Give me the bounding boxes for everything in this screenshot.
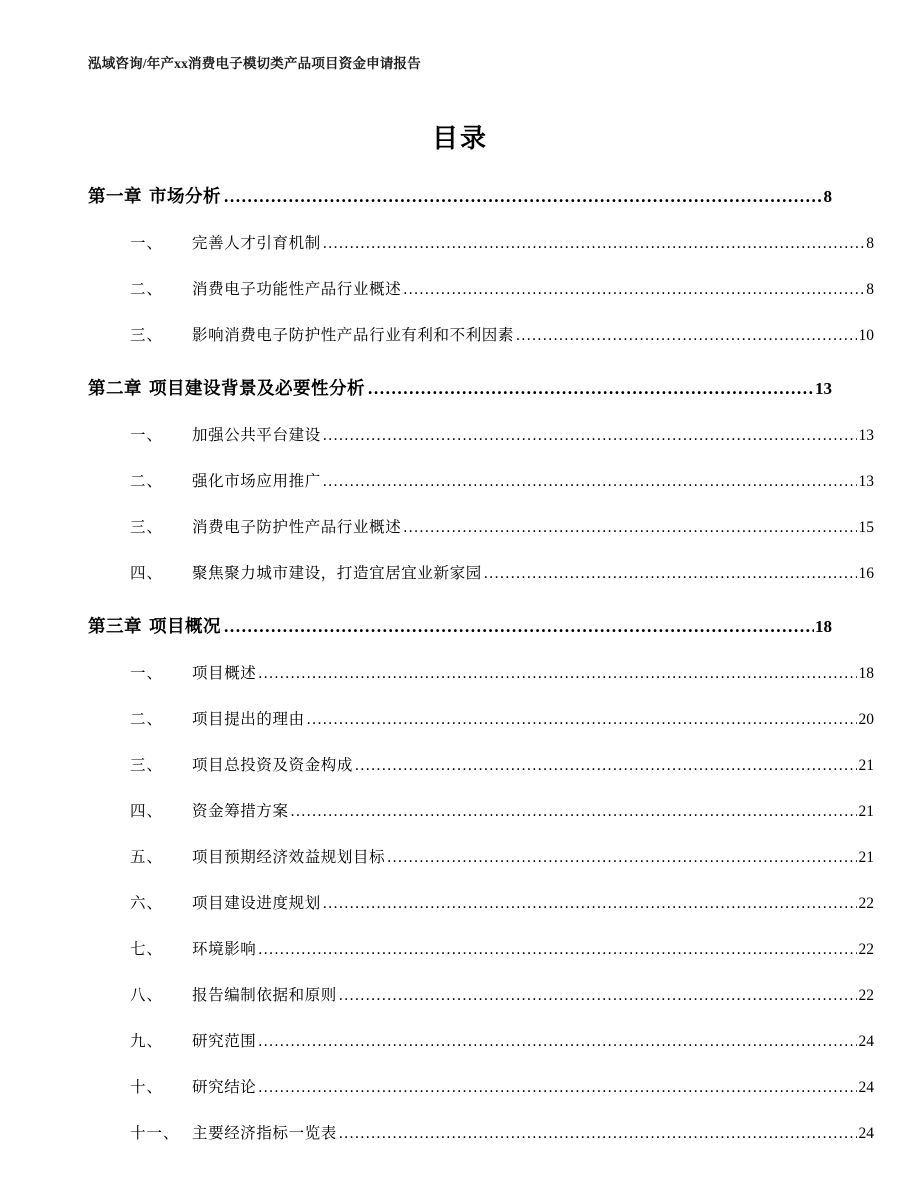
toc-entry-title: 项目预期经济效益规划目标 — [192, 849, 386, 866]
toc-entry-marker: 三、 — [130, 757, 164, 774]
toc-dot-leader — [224, 188, 823, 206]
toc-section-entry[interactable] — [88, 937, 874, 983]
toc-entry-title: 消费电子防护性产品行业概述 — [192, 519, 402, 536]
toc-entry-title: 强化市场应用推广 — [192, 473, 321, 490]
toc-section-entry[interactable] — [88, 423, 874, 469]
toc-entry-marker: 二、 — [130, 281, 164, 298]
toc-entry-page-number: 8 — [823, 187, 832, 206]
page-title: 目录 — [431, 124, 488, 153]
toc-entry-title: 项目建设进度规划 — [192, 895, 321, 912]
toc-entry-page-number: 10 — [858, 327, 874, 344]
toc-entry-title: 加强公共平台建设 — [192, 427, 321, 444]
toc-entry-page-number: 21 — [858, 757, 874, 774]
toc-entry-marker: 三、 — [130, 519, 164, 536]
toc-entry-title: 影响消费电子防护性产品行业有利和不利因素 — [192, 327, 515, 344]
toc-entry-title: 市场分析 — [149, 186, 221, 206]
toc-entry-page-number: 24 — [858, 1079, 874, 1096]
toc-entry-title: 项目建设背景及必要性分析 — [149, 378, 365, 398]
toc-entry-marker: 二、 — [130, 711, 164, 728]
toc-entry-marker: 四、 — [130, 565, 164, 582]
toc-dot-leader — [355, 758, 856, 774]
toc-entry-marker: 五、 — [130, 849, 164, 866]
toc-entry-marker: 十一、 — [130, 1125, 180, 1142]
toc-entry-marker: 一、 — [130, 235, 164, 252]
toc-entry-page-number: 16 — [858, 565, 874, 582]
toc-entry-marker: 六、 — [130, 895, 164, 912]
toc-chapter-entry[interactable] — [88, 613, 832, 647]
toc-entry-marker: 二、 — [130, 473, 164, 490]
toc-entry-page-number: 8 — [866, 235, 874, 252]
toc-entry-page-number: 13 — [815, 379, 832, 398]
toc-dot-leader — [224, 618, 814, 636]
toc-section-entry[interactable] — [88, 515, 874, 561]
table-of-contents — [88, 183, 874, 1167]
toc-entry-page-number: 15 — [858, 519, 874, 536]
toc-dot-leader — [258, 666, 856, 682]
toc-entry-title: 项目概述 — [192, 665, 257, 682]
toc-entry-title: 项目总投资及资金构成 — [192, 757, 354, 774]
toc-entry-title: 研究范围 — [192, 1033, 257, 1050]
toc-entry-title: 聚焦聚力城市建设，打造宜居宜业新家园 — [192, 565, 482, 582]
toc-dot-leader — [323, 236, 864, 252]
toc-entry-page-number: 13 — [858, 427, 874, 444]
toc-entry-title: 项目提出的理由 — [192, 711, 305, 728]
toc-entry-marker: 八、 — [130, 987, 164, 1004]
toc-section-entry[interactable] — [88, 277, 874, 323]
toc-section-entry[interactable] — [88, 1121, 874, 1167]
toc-entry-marker: 一、 — [130, 665, 164, 682]
toc-dot-leader — [484, 566, 857, 582]
toc-section-entry[interactable] — [88, 231, 874, 277]
toc-entry-marker: 七、 — [130, 941, 164, 958]
toc-entry-marker: 四、 — [130, 803, 164, 820]
toc-section-entry[interactable] — [88, 753, 874, 799]
toc-dot-leader — [323, 896, 857, 912]
toc-dot-leader — [258, 1080, 856, 1096]
toc-dot-leader — [291, 804, 857, 820]
document-running-header: 泓域咨询/年产xx消费电子模切类产品项目资金申请报告 — [88, 56, 421, 71]
toc-entry-title: 研究结论 — [192, 1079, 257, 1096]
toc-chapter-entry[interactable] — [88, 183, 832, 217]
toc-entry-page-number: 21 — [858, 803, 874, 820]
toc-entry-title: 项目概况 — [149, 616, 221, 636]
toc-chapter-entry[interactable] — [88, 375, 832, 409]
toc-entry-marker: 第三章 — [88, 616, 142, 636]
toc-entry-page-number: 22 — [858, 895, 874, 912]
toc-entry-marker: 三、 — [130, 327, 164, 344]
toc-entry-page-number: 18 — [858, 665, 874, 682]
toc-entry-title: 报告编制依据和原则 — [192, 987, 337, 1004]
toc-section-entry[interactable] — [88, 561, 874, 607]
toc-dot-leader — [403, 282, 864, 298]
toc-dot-leader — [387, 850, 856, 866]
toc-dot-leader — [258, 942, 856, 958]
toc-entry-marker: 九、 — [130, 1033, 164, 1050]
toc-entry-page-number: 8 — [866, 281, 874, 298]
toc-entry-page-number: 20 — [858, 711, 874, 728]
toc-dot-leader — [516, 328, 856, 344]
toc-section-entry[interactable] — [88, 1075, 874, 1121]
toc-entry-marker: 第一章 — [88, 186, 142, 206]
toc-entry-page-number: 21 — [858, 849, 874, 866]
toc-entry-marker: 一、 — [130, 427, 164, 444]
toc-entry-title: 环境影响 — [192, 941, 257, 958]
toc-entry-page-number: 22 — [858, 987, 874, 1004]
toc-section-entry[interactable] — [88, 323, 874, 369]
toc-dot-leader — [368, 380, 814, 398]
toc-entry-title: 完善人才引育机制 — [192, 235, 321, 252]
toc-dot-leader — [339, 1126, 857, 1142]
toc-entry-page-number: 18 — [815, 617, 832, 636]
toc-section-entry[interactable] — [88, 661, 874, 707]
toc-section-entry[interactable] — [88, 707, 874, 753]
toc-section-entry[interactable] — [88, 1029, 874, 1075]
toc-entry-title: 资金筹措方案 — [192, 803, 289, 820]
toc-entry-title: 主要经济指标一览表 — [192, 1125, 337, 1142]
toc-dot-leader — [403, 520, 856, 536]
toc-section-entry[interactable] — [88, 845, 874, 891]
toc-entry-page-number: 22 — [858, 941, 874, 958]
toc-dot-leader — [339, 988, 857, 1004]
toc-section-entry[interactable] — [88, 891, 874, 937]
toc-dot-leader — [258, 1034, 856, 1050]
toc-entry-title: 消费电子功能性产品行业概述 — [192, 281, 402, 298]
toc-entry-page-number: 24 — [858, 1125, 874, 1142]
toc-section-entry[interactable] — [88, 799, 874, 845]
toc-entry-page-number: 24 — [858, 1033, 874, 1050]
toc-dot-leader — [323, 474, 857, 490]
toc-entry-marker: 第二章 — [88, 378, 142, 398]
toc-dot-leader — [323, 428, 857, 444]
toc-section-entry[interactable] — [88, 469, 874, 515]
toc-entry-page-number: 13 — [858, 473, 874, 490]
toc-entry-marker: 十、 — [130, 1079, 164, 1096]
toc-dot-leader — [307, 712, 857, 728]
toc-section-entry[interactable] — [88, 983, 874, 1029]
